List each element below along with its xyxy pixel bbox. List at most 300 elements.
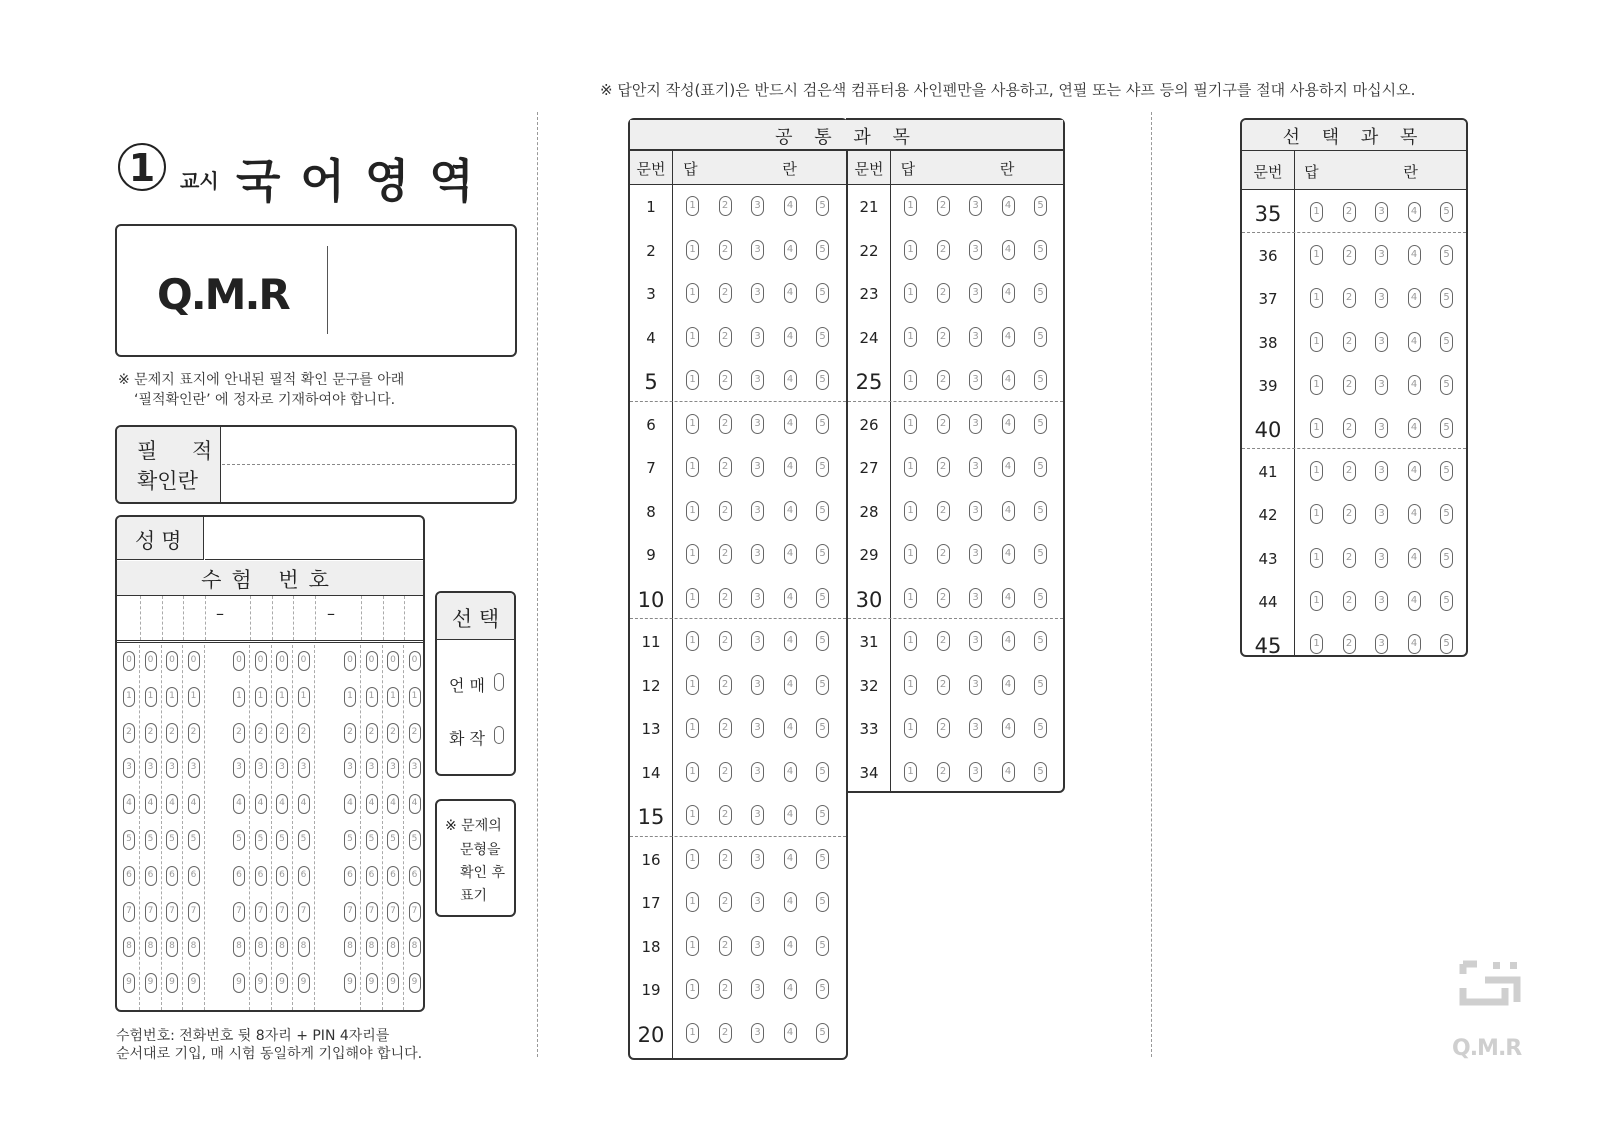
exam-number-bubble-3-9[interactable]: 9 <box>166 973 178 993</box>
answer-bubble-40-5[interactable]: 5 <box>1440 418 1453 438</box>
answer-bubble-2-2[interactable]: 2 <box>719 240 732 260</box>
answer-bubble-15-1[interactable]: 1 <box>686 805 699 825</box>
answer-bubble-10-5[interactable]: 5 <box>816 588 829 608</box>
answer-bubble-17-1[interactable]: 1 <box>686 892 699 912</box>
answer-bubble-15-3[interactable]: 3 <box>751 805 764 825</box>
answer-bubble-29-4[interactable]: 4 <box>1002 544 1015 564</box>
exam-number-digit-input-10[interactable] <box>362 596 384 640</box>
answer-bubble-6-5[interactable]: 5 <box>816 414 829 434</box>
exam-number-bubble-8-7[interactable]: 7 <box>298 902 310 922</box>
answer-bubble-4-1[interactable]: 1 <box>686 327 699 347</box>
answer-bubble-10-3[interactable]: 3 <box>751 588 764 608</box>
exam-number-bubble-11-8[interactable]: 8 <box>387 937 399 957</box>
exam-number-bubble-7-8[interactable]: 8 <box>276 937 288 957</box>
exam-number-bubble-7-5[interactable]: 5 <box>276 830 288 850</box>
exam-number-bubble-1-2[interactable]: 2 <box>123 723 135 743</box>
answer-bubble-3-5[interactable]: 5 <box>816 283 829 303</box>
answer-bubble-36-2[interactable]: 2 <box>1343 245 1356 265</box>
answer-bubble-13-2[interactable]: 2 <box>719 718 732 738</box>
answer-bubble-2-1[interactable]: 1 <box>686 240 699 260</box>
answer-bubble-38-1[interactable]: 1 <box>1310 332 1323 352</box>
exam-number-bubble-7-6[interactable]: 6 <box>276 866 288 886</box>
exam-number-bubble-2-6[interactable]: 6 <box>145 866 157 886</box>
answer-bubble-43-1[interactable]: 1 <box>1310 548 1323 568</box>
answer-bubble-31-1[interactable]: 1 <box>904 631 917 651</box>
answer-bubble-43-2[interactable]: 2 <box>1343 548 1356 568</box>
answer-bubble-3-4[interactable]: 4 <box>784 283 797 303</box>
answer-bubble-32-4[interactable]: 4 <box>1002 675 1015 695</box>
exam-number-bubble-3-7[interactable]: 7 <box>166 902 178 922</box>
answer-bubble-5-2[interactable]: 2 <box>719 370 732 390</box>
answer-bubble-1-2[interactable]: 2 <box>719 196 732 216</box>
exam-number-bubble-12-9[interactable]: 9 <box>409 973 421 993</box>
answer-bubble-34-2[interactable]: 2 <box>937 762 950 782</box>
exam-number-bubble-10-7[interactable]: 7 <box>366 902 378 922</box>
exam-number-bubble-5-8[interactable]: 8 <box>233 937 245 957</box>
exam-number-bubble-11-1[interactable]: 1 <box>387 687 399 707</box>
answer-bubble-19-1[interactable]: 1 <box>686 979 699 999</box>
elective-option-bubble-0[interactable] <box>494 673 504 691</box>
exam-number-bubble-7-9[interactable]: 9 <box>276 973 288 993</box>
exam-number-bubble-1-3[interactable]: 3 <box>123 758 135 778</box>
answer-bubble-7-2[interactable]: 2 <box>719 457 732 477</box>
answer-bubble-6-1[interactable]: 1 <box>686 414 699 434</box>
exam-number-bubble-6-6[interactable]: 6 <box>255 866 267 886</box>
answer-bubble-41-1[interactable]: 1 <box>1310 461 1323 481</box>
exam-number-bubble-6-0[interactable]: 0 <box>255 651 267 671</box>
exam-number-digit-input-11[interactable] <box>383 596 405 640</box>
answer-bubble-44-3[interactable]: 3 <box>1375 591 1388 611</box>
answer-bubble-23-2[interactable]: 2 <box>937 283 950 303</box>
answer-bubble-21-4[interactable]: 4 <box>1002 196 1015 216</box>
answer-bubble-15-5[interactable]: 5 <box>816 805 829 825</box>
answer-bubble-30-1[interactable]: 1 <box>904 588 917 608</box>
exam-number-bubble-6-5[interactable]: 5 <box>255 830 267 850</box>
exam-number-bubble-12-7[interactable]: 7 <box>409 902 421 922</box>
answer-bubble-26-4[interactable]: 4 <box>1002 414 1015 434</box>
answer-bubble-25-3[interactable]: 3 <box>969 370 982 390</box>
answer-bubble-39-5[interactable]: 5 <box>1440 375 1453 395</box>
answer-bubble-29-3[interactable]: 3 <box>969 544 982 564</box>
exam-number-bubble-8-0[interactable]: 0 <box>298 651 310 671</box>
exam-number-bubble-1-7[interactable]: 7 <box>123 902 135 922</box>
answer-bubble-25-2[interactable]: 2 <box>937 370 950 390</box>
answer-bubble-20-1[interactable]: 1 <box>686 1023 699 1043</box>
exam-number-bubble-6-7[interactable]: 7 <box>255 902 267 922</box>
answer-bubble-24-2[interactable]: 2 <box>937 327 950 347</box>
exam-number-bubble-10-3[interactable]: 3 <box>366 758 378 778</box>
answer-bubble-3-2[interactable]: 2 <box>719 283 732 303</box>
answer-bubble-37-1[interactable]: 1 <box>1310 288 1323 308</box>
answer-bubble-43-4[interactable]: 4 <box>1408 548 1421 568</box>
answer-bubble-8-2[interactable]: 2 <box>719 501 732 521</box>
answer-bubble-35-3[interactable]: 3 <box>1375 202 1388 222</box>
exam-number-bubble-4-9[interactable]: 9 <box>188 973 200 993</box>
answer-bubble-42-4[interactable]: 4 <box>1408 504 1421 524</box>
answer-bubble-5-4[interactable]: 4 <box>784 370 797 390</box>
answer-bubble-30-4[interactable]: 4 <box>1002 588 1015 608</box>
answer-bubble-1-5[interactable]: 5 <box>816 196 829 216</box>
exam-number-bubble-7-2[interactable]: 2 <box>276 723 288 743</box>
exam-number-bubble-4-4[interactable]: 4 <box>188 794 200 814</box>
answer-bubble-32-3[interactable]: 3 <box>969 675 982 695</box>
exam-number-bubble-9-9[interactable]: 9 <box>344 973 356 993</box>
exam-number-bubble-9-2[interactable]: 2 <box>344 723 356 743</box>
answer-bubble-44-5[interactable]: 5 <box>1440 591 1453 611</box>
answer-bubble-41-2[interactable]: 2 <box>1343 461 1356 481</box>
exam-number-bubble-10-1[interactable]: 1 <box>366 687 378 707</box>
answer-bubble-15-4[interactable]: 4 <box>784 805 797 825</box>
exam-number-bubble-1-1[interactable]: 1 <box>123 687 135 707</box>
exam-number-bubble-6-8[interactable]: 8 <box>255 937 267 957</box>
exam-number-bubble-3-8[interactable]: 8 <box>166 937 178 957</box>
exam-number-bubble-2-5[interactable]: 5 <box>145 830 157 850</box>
exam-number-bubble-8-1[interactable]: 1 <box>298 687 310 707</box>
exam-number-bubble-1-0[interactable]: 0 <box>123 651 135 671</box>
answer-bubble-44-4[interactable]: 4 <box>1408 591 1421 611</box>
exam-number-bubble-10-9[interactable]: 9 <box>366 973 378 993</box>
exam-number-bubble-9-6[interactable]: 6 <box>344 866 356 886</box>
exam-number-bubble-9-7[interactable]: 7 <box>344 902 356 922</box>
exam-number-bubble-10-8[interactable]: 8 <box>366 937 378 957</box>
answer-bubble-22-4[interactable]: 4 <box>1002 240 1015 260</box>
exam-number-bubble-8-6[interactable]: 6 <box>298 866 310 886</box>
answer-bubble-32-2[interactable]: 2 <box>937 675 950 695</box>
exam-number-bubble-6-2[interactable]: 2 <box>255 723 267 743</box>
exam-number-bubble-8-3[interactable]: 3 <box>298 758 310 778</box>
answer-bubble-42-2[interactable]: 2 <box>1343 504 1356 524</box>
answer-bubble-10-4[interactable]: 4 <box>784 588 797 608</box>
answer-bubble-38-4[interactable]: 4 <box>1408 332 1421 352</box>
answer-bubble-44-2[interactable]: 2 <box>1343 591 1356 611</box>
exam-number-bubble-5-3[interactable]: 3 <box>233 758 245 778</box>
answer-bubble-24-1[interactable]: 1 <box>904 327 917 347</box>
answer-bubble-35-5[interactable]: 5 <box>1440 202 1453 222</box>
answer-bubble-14-1[interactable]: 1 <box>686 762 699 782</box>
answer-bubble-13-5[interactable]: 5 <box>816 718 829 738</box>
exam-number-bubble-12-0[interactable]: 0 <box>409 651 421 671</box>
answer-bubble-39-4[interactable]: 4 <box>1408 375 1421 395</box>
exam-number-bubble-8-2[interactable]: 2 <box>298 723 310 743</box>
answer-bubble-24-4[interactable]: 4 <box>1002 327 1015 347</box>
exam-number-bubble-8-5[interactable]: 5 <box>298 830 310 850</box>
answer-bubble-6-4[interactable]: 4 <box>784 414 797 434</box>
answer-bubble-44-1[interactable]: 1 <box>1310 591 1323 611</box>
answer-bubble-17-3[interactable]: 3 <box>751 892 764 912</box>
answer-bubble-10-1[interactable]: 1 <box>686 588 699 608</box>
answer-bubble-37-2[interactable]: 2 <box>1343 288 1356 308</box>
exam-number-bubble-3-2[interactable]: 2 <box>166 723 178 743</box>
handwriting-input-line2[interactable] <box>222 465 515 502</box>
answer-bubble-29-2[interactable]: 2 <box>937 544 950 564</box>
answer-bubble-33-5[interactable]: 5 <box>1034 718 1047 738</box>
answer-bubble-5-1[interactable]: 1 <box>686 370 699 390</box>
answer-bubble-34-4[interactable]: 4 <box>1002 762 1015 782</box>
answer-bubble-36-1[interactable]: 1 <box>1310 245 1323 265</box>
answer-bubble-23-3[interactable]: 3 <box>969 283 982 303</box>
answer-bubble-37-5[interactable]: 5 <box>1440 288 1453 308</box>
exam-number-bubble-5-9[interactable]: 9 <box>233 973 245 993</box>
answer-bubble-34-5[interactable]: 5 <box>1034 762 1047 782</box>
answer-bubble-40-3[interactable]: 3 <box>1375 418 1388 438</box>
answer-bubble-11-3[interactable]: 3 <box>751 631 764 651</box>
answer-bubble-25-5[interactable]: 5 <box>1034 370 1047 390</box>
exam-number-bubble-5-5[interactable]: 5 <box>233 830 245 850</box>
answer-bubble-28-1[interactable]: 1 <box>904 501 917 521</box>
answer-bubble-36-5[interactable]: 5 <box>1440 245 1453 265</box>
answer-bubble-9-4[interactable]: 4 <box>784 544 797 564</box>
answer-bubble-19-2[interactable]: 2 <box>719 979 732 999</box>
answer-bubble-5-3[interactable]: 3 <box>751 370 764 390</box>
answer-bubble-23-4[interactable]: 4 <box>1002 283 1015 303</box>
exam-number-bubble-11-6[interactable]: 6 <box>387 866 399 886</box>
answer-bubble-26-1[interactable]: 1 <box>904 414 917 434</box>
answer-bubble-12-4[interactable]: 4 <box>784 675 797 695</box>
exam-number-digit-input-2[interactable] <box>141 596 163 640</box>
exam-number-bubble-5-2[interactable]: 2 <box>233 723 245 743</box>
answer-bubble-32-1[interactable]: 1 <box>904 675 917 695</box>
answer-bubble-42-3[interactable]: 3 <box>1375 504 1388 524</box>
answer-bubble-14-2[interactable]: 2 <box>719 762 732 782</box>
exam-number-bubble-7-7[interactable]: 7 <box>276 902 288 922</box>
answer-bubble-36-3[interactable]: 3 <box>1375 245 1388 265</box>
exam-number-bubble-5-7[interactable]: 7 <box>233 902 245 922</box>
answer-bubble-8-1[interactable]: 1 <box>686 501 699 521</box>
answer-bubble-45-3[interactable]: 3 <box>1375 634 1388 654</box>
answer-bubble-2-3[interactable]: 3 <box>751 240 764 260</box>
exam-number-bubble-4-1[interactable]: 1 <box>188 687 200 707</box>
answer-bubble-18-2[interactable]: 2 <box>719 936 732 956</box>
answer-bubble-33-1[interactable]: 1 <box>904 718 917 738</box>
answer-bubble-6-3[interactable]: 3 <box>751 414 764 434</box>
exam-number-bubble-1-4[interactable]: 4 <box>123 794 135 814</box>
answer-bubble-30-3[interactable]: 3 <box>969 588 982 608</box>
answer-bubble-16-5[interactable]: 5 <box>816 849 829 869</box>
answer-bubble-18-3[interactable]: 3 <box>751 936 764 956</box>
answer-bubble-39-1[interactable]: 1 <box>1310 375 1323 395</box>
exam-number-bubble-2-1[interactable]: 1 <box>145 687 157 707</box>
answer-bubble-29-1[interactable]: 1 <box>904 544 917 564</box>
answer-bubble-33-3[interactable]: 3 <box>969 718 982 738</box>
answer-bubble-9-3[interactable]: 3 <box>751 544 764 564</box>
answer-bubble-33-2[interactable]: 2 <box>937 718 950 738</box>
exam-number-bubble-12-5[interactable]: 5 <box>409 830 421 850</box>
exam-number-bubble-11-4[interactable]: 4 <box>387 794 399 814</box>
answer-bubble-12-3[interactable]: 3 <box>751 675 764 695</box>
exam-number-bubble-7-0[interactable]: 0 <box>276 651 288 671</box>
exam-number-bubble-9-0[interactable]: 0 <box>344 651 356 671</box>
answer-bubble-19-5[interactable]: 5 <box>816 979 829 999</box>
exam-number-bubble-7-1[interactable]: 1 <box>276 687 288 707</box>
answer-bubble-2-5[interactable]: 5 <box>816 240 829 260</box>
answer-bubble-4-2[interactable]: 2 <box>719 327 732 347</box>
answer-bubble-36-4[interactable]: 4 <box>1408 245 1421 265</box>
answer-bubble-4-5[interactable]: 5 <box>816 327 829 347</box>
answer-bubble-31-4[interactable]: 4 <box>1002 631 1015 651</box>
answer-bubble-7-5[interactable]: 5 <box>816 457 829 477</box>
answer-bubble-22-5[interactable]: 5 <box>1034 240 1047 260</box>
exam-number-bubble-7-4[interactable]: 4 <box>276 794 288 814</box>
answer-bubble-18-1[interactable]: 1 <box>686 936 699 956</box>
exam-number-bubble-12-1[interactable]: 1 <box>409 687 421 707</box>
exam-number-bubble-3-6[interactable]: 6 <box>166 866 178 886</box>
exam-number-bubble-11-7[interactable]: 7 <box>387 902 399 922</box>
exam-number-bubble-1-8[interactable]: 8 <box>123 937 135 957</box>
answer-bubble-31-5[interactable]: 5 <box>1034 631 1047 651</box>
exam-number-bubble-2-2[interactable]: 2 <box>145 723 157 743</box>
answer-bubble-38-3[interactable]: 3 <box>1375 332 1388 352</box>
answer-bubble-5-5[interactable]: 5 <box>816 370 829 390</box>
answer-bubble-7-3[interactable]: 3 <box>751 457 764 477</box>
answer-bubble-1-4[interactable]: 4 <box>784 196 797 216</box>
answer-bubble-45-1[interactable]: 1 <box>1310 634 1323 654</box>
answer-bubble-38-2[interactable]: 2 <box>1343 332 1356 352</box>
answer-bubble-31-2[interactable]: 2 <box>937 631 950 651</box>
answer-bubble-14-3[interactable]: 3 <box>751 762 764 782</box>
answer-bubble-42-5[interactable]: 5 <box>1440 504 1453 524</box>
answer-bubble-21-5[interactable]: 5 <box>1034 196 1047 216</box>
exam-number-bubble-10-0[interactable]: 0 <box>366 651 378 671</box>
answer-bubble-38-5[interactable]: 5 <box>1440 332 1453 352</box>
answer-bubble-37-4[interactable]: 4 <box>1408 288 1421 308</box>
answer-bubble-11-1[interactable]: 1 <box>686 631 699 651</box>
exam-number-bubble-7-3[interactable]: 3 <box>276 758 288 778</box>
answer-bubble-2-4[interactable]: 4 <box>784 240 797 260</box>
exam-number-digit-input-7[interactable] <box>272 596 294 640</box>
answer-bubble-43-3[interactable]: 3 <box>1375 548 1388 568</box>
exam-number-digit-input-4[interactable] <box>184 596 206 640</box>
answer-bubble-12-5[interactable]: 5 <box>816 675 829 695</box>
answer-bubble-35-4[interactable]: 4 <box>1408 202 1421 222</box>
answer-bubble-29-5[interactable]: 5 <box>1034 544 1047 564</box>
answer-bubble-41-5[interactable]: 5 <box>1440 461 1453 481</box>
answer-bubble-40-2[interactable]: 2 <box>1343 418 1356 438</box>
answer-bubble-3-3[interactable]: 3 <box>751 283 764 303</box>
exam-number-bubble-3-0[interactable]: 0 <box>166 651 178 671</box>
exam-number-bubble-10-4[interactable]: 4 <box>366 794 378 814</box>
answer-bubble-12-1[interactable]: 1 <box>686 675 699 695</box>
answer-bubble-10-2[interactable]: 2 <box>719 588 732 608</box>
answer-bubble-9-1[interactable]: 1 <box>686 544 699 564</box>
answer-bubble-4-4[interactable]: 4 <box>784 327 797 347</box>
exam-number-bubble-6-1[interactable]: 1 <box>255 687 267 707</box>
exam-number-digit-input-6[interactable] <box>251 596 273 640</box>
exam-number-bubble-12-8[interactable]: 8 <box>409 937 421 957</box>
answer-bubble-23-5[interactable]: 5 <box>1034 283 1047 303</box>
exam-number-bubble-11-2[interactable]: 2 <box>387 723 399 743</box>
answer-bubble-16-1[interactable]: 1 <box>686 849 699 869</box>
answer-bubble-16-4[interactable]: 4 <box>784 849 797 869</box>
exam-number-bubble-10-2[interactable]: 2 <box>366 723 378 743</box>
exam-number-bubble-10-5[interactable]: 5 <box>366 830 378 850</box>
exam-number-bubble-2-3[interactable]: 3 <box>145 758 157 778</box>
exam-number-bubble-12-3[interactable]: 3 <box>409 758 421 778</box>
answer-bubble-27-3[interactable]: 3 <box>969 457 982 477</box>
answer-bubble-22-1[interactable]: 1 <box>904 240 917 260</box>
exam-number-bubble-2-7[interactable]: 7 <box>145 902 157 922</box>
answer-bubble-26-3[interactable]: 3 <box>969 414 982 434</box>
answer-bubble-21-2[interactable]: 2 <box>937 196 950 216</box>
exam-number-bubble-4-8[interactable]: 8 <box>188 937 200 957</box>
answer-bubble-17-5[interactable]: 5 <box>816 892 829 912</box>
answer-bubble-24-3[interactable]: 3 <box>969 327 982 347</box>
answer-bubble-22-2[interactable]: 2 <box>937 240 950 260</box>
answer-bubble-28-2[interactable]: 2 <box>937 501 950 521</box>
answer-bubble-40-1[interactable]: 1 <box>1310 418 1323 438</box>
answer-bubble-7-4[interactable]: 4 <box>784 457 797 477</box>
answer-bubble-11-4[interactable]: 4 <box>784 631 797 651</box>
answer-bubble-35-2[interactable]: 2 <box>1343 202 1356 222</box>
exam-number-bubble-3-5[interactable]: 5 <box>166 830 178 850</box>
answer-bubble-17-2[interactable]: 2 <box>719 892 732 912</box>
answer-bubble-45-4[interactable]: 4 <box>1408 634 1421 654</box>
exam-number-bubble-10-6[interactable]: 6 <box>366 866 378 886</box>
exam-number-digit-input-8[interactable] <box>294 596 316 640</box>
answer-bubble-20-2[interactable]: 2 <box>719 1023 732 1043</box>
exam-number-digit-input-9[interactable] <box>340 596 362 640</box>
exam-number-bubble-12-4[interactable]: 4 <box>409 794 421 814</box>
answer-bubble-42-1[interactable]: 1 <box>1310 504 1323 524</box>
answer-bubble-13-4[interactable]: 4 <box>784 718 797 738</box>
answer-bubble-20-5[interactable]: 5 <box>816 1023 829 1043</box>
answer-bubble-3-1[interactable]: 1 <box>686 283 699 303</box>
answer-bubble-17-4[interactable]: 4 <box>784 892 797 912</box>
exam-number-bubble-6-3[interactable]: 3 <box>255 758 267 778</box>
answer-bubble-35-1[interactable]: 1 <box>1310 202 1323 222</box>
exam-number-bubble-5-0[interactable]: 0 <box>233 651 245 671</box>
answer-bubble-30-5[interactable]: 5 <box>1034 588 1047 608</box>
exam-number-bubble-12-2[interactable]: 2 <box>409 723 421 743</box>
exam-number-bubble-8-4[interactable]: 4 <box>298 794 310 814</box>
answer-bubble-14-5[interactable]: 5 <box>816 762 829 782</box>
answer-bubble-39-3[interactable]: 3 <box>1375 375 1388 395</box>
answer-bubble-25-1[interactable]: 1 <box>904 370 917 390</box>
answer-bubble-13-3[interactable]: 3 <box>751 718 764 738</box>
answer-bubble-41-3[interactable]: 3 <box>1375 461 1388 481</box>
answer-bubble-37-3[interactable]: 3 <box>1375 288 1388 308</box>
answer-bubble-13-1[interactable]: 1 <box>686 718 699 738</box>
exam-number-bubble-11-0[interactable]: 0 <box>387 651 399 671</box>
answer-bubble-20-4[interactable]: 4 <box>784 1023 797 1043</box>
answer-bubble-34-1[interactable]: 1 <box>904 762 917 782</box>
answer-bubble-16-3[interactable]: 3 <box>751 849 764 869</box>
exam-number-bubble-9-1[interactable]: 1 <box>344 687 356 707</box>
answer-bubble-8-5[interactable]: 5 <box>816 501 829 521</box>
exam-number-bubble-1-9[interactable]: 9 <box>123 973 135 993</box>
exam-number-digit-input-1[interactable] <box>119 596 141 640</box>
answer-bubble-26-2[interactable]: 2 <box>937 414 950 434</box>
answer-bubble-18-4[interactable]: 4 <box>784 936 797 956</box>
exam-number-bubble-4-6[interactable]: 6 <box>188 866 200 886</box>
exam-number-digit-input-5[interactable] <box>229 596 251 640</box>
answer-bubble-20-3[interactable]: 3 <box>751 1023 764 1043</box>
exam-number-bubble-2-9[interactable]: 9 <box>145 973 157 993</box>
answer-bubble-11-5[interactable]: 5 <box>816 631 829 651</box>
exam-number-bubble-9-8[interactable]: 8 <box>344 937 356 957</box>
answer-bubble-43-5[interactable]: 5 <box>1440 548 1453 568</box>
answer-bubble-45-2[interactable]: 2 <box>1343 634 1356 654</box>
exam-number-bubble-6-9[interactable]: 9 <box>255 973 267 993</box>
answer-bubble-40-4[interactable]: 4 <box>1408 418 1421 438</box>
answer-bubble-33-4[interactable]: 4 <box>1002 718 1015 738</box>
exam-number-bubble-11-9[interactable]: 9 <box>387 973 399 993</box>
answer-bubble-8-3[interactable]: 3 <box>751 501 764 521</box>
exam-number-digit-input-3[interactable] <box>162 596 184 640</box>
exam-number-bubble-5-1[interactable]: 1 <box>233 687 245 707</box>
exam-number-bubble-9-3[interactable]: 3 <box>344 758 356 778</box>
answer-bubble-4-3[interactable]: 3 <box>751 327 764 347</box>
answer-bubble-23-1[interactable]: 1 <box>904 283 917 303</box>
